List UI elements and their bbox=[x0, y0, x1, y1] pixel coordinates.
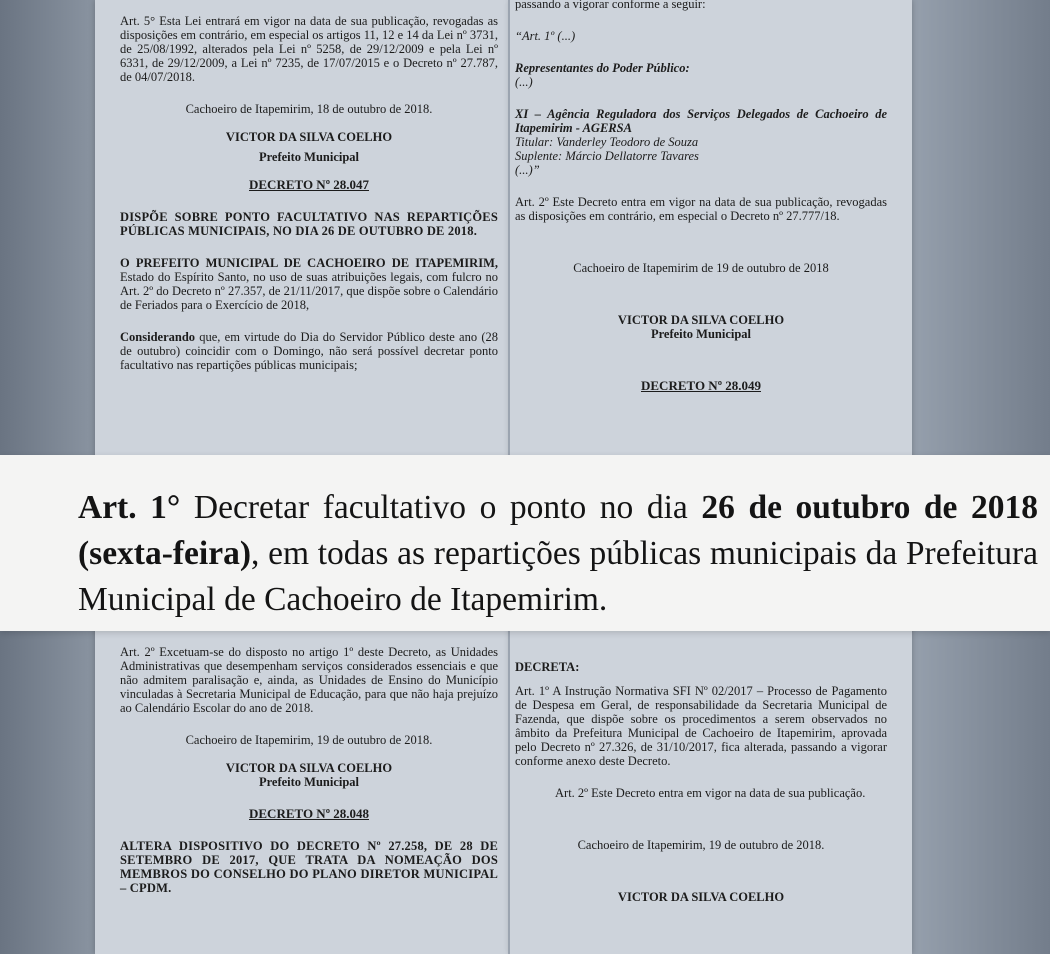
place-date: Cachoeiro de Itapemirim de 19 de outubro de 2018 bbox=[573, 261, 829, 275]
ellipsis-close: (...)” bbox=[515, 163, 540, 177]
text-a: Decretar facultativo o ponto no dia bbox=[180, 489, 702, 526]
signer-title: Prefeito Municipal bbox=[650, 327, 752, 341]
signer-name: VICTOR DA SILVA COELHO bbox=[617, 313, 785, 327]
preamble-rest: Estado do Espírito Santo, no uso de suas atribuições legais, com fulcro no Art. 2º do Decreto nº 27.357, de 21/11/2017, que dispõe sobre o Calendário de Feriados para o Exercício de 2018, bbox=[120, 270, 498, 312]
article-1: Art. 1º A Instrução Normativa SFI Nº 02/2017 – Processo de Pagamento de Despesa em Geral, de responsabilidade da Secretaria Municipal de Fazenda, que dispõe sobre os procedimentos a serem observados no âmbito da Prefeitura Municipal de Cachoeiro de Itapemirim, aprovada pelo Decreto nº 27.326, de 31/10/2017, fica alterada, passando a vigorar conforme anexo deste Decreto. bbox=[515, 684, 887, 768]
left-top-column bbox=[120, 14, 498, 372]
decree-title-28049: DECRETO Nº 28.049 bbox=[641, 378, 761, 393]
preamble-lead: O PREFEITO MUNICIPAL DE CACHOEIRO DE ITAPEMIRIM, bbox=[120, 256, 498, 270]
art1-reference: “Art. 1º (...) bbox=[515, 29, 576, 43]
article-2: Art. 2º Excetuam-se do disposto no artigo 1º deste Decreto, as Unidades Administrativas que desempenham serviços considerados essenciais e que não admitem paralisação e, ainda, as Unidades de Ensino do Município vinculadas à Secretaria Municipal de Educação, para que não haja prejuízo ao Calendário Escolar do ano de 2018. bbox=[120, 645, 498, 715]
decree-subject: ALTERA DISPOSITIVO DO DECRETO Nº 27.258, DE 28 DE SETEMBRO DE 2017, QUE TRATA DA NOMEAÇÃO DOS MEMBROS DO CONSELHO DO PLANO DIRETOR MUNICIPAL – CPDM. bbox=[120, 839, 498, 895]
art-label: Art. 1° bbox=[78, 489, 181, 526]
signer-name: VICTOR DA SILVA COELHO bbox=[225, 761, 393, 775]
place-date: Cachoeiro de Itapemirim, 19 de outubro de 2018. bbox=[577, 838, 825, 852]
signer-name: VICTOR DA SILVA COELHO bbox=[617, 890, 785, 904]
intro-line: passando a vigorar conforme a seguir: bbox=[515, 0, 706, 11]
date-bold: 26 de outubro de 2018 (sexta-feira) bbox=[78, 489, 1038, 572]
considering-rest: que, em virtude do Dia do Servidor Público deste ano (28 de outubro) coincidir com o Domingo, não será possível decretar ponto facultativo nas repartições públicas municipais; bbox=[120, 330, 498, 372]
place-date: Cachoeiro de Itapemirim, 19 de outubro de 2018. bbox=[185, 733, 433, 747]
considering-lead: Considerando bbox=[120, 330, 196, 344]
signer-title: Prefeito Municipal bbox=[258, 150, 360, 164]
article-5: Art. 5° Esta Lei entrará em vigor na data de sua publicação, revogadas as disposições em contrário, em especial os artigos 11, 12 e 14 da Lei nº 3731, de 25/08/1992, alterados pela Lei nº 5258, de 29/12/2009 e pela Lei nº 6331, de 29/12/2009, a Lei nº 7235, de 17/07/2015 e o Decreto nº 27.787, de 04/07/2018. bbox=[120, 14, 498, 84]
right-bottom-column bbox=[515, 660, 887, 904]
decree-subject: DISPÕE SOBRE PONTO FACULTATIVO NAS REPARTIÇÕES PÚBLICAS MUNICIPAIS, NO DIA 26 DE OUTUBRO DE 2018. bbox=[120, 210, 498, 238]
decree-title-28048: DECRETO Nº 28.048 bbox=[249, 806, 369, 821]
decreta-heading: DECRETA: bbox=[515, 660, 580, 674]
right-top-column bbox=[515, 0, 887, 393]
agency-name: XI – Agência Reguladora dos Serviços Delegados de Cachoeiro de Itapemirim - AGERSA bbox=[515, 107, 887, 135]
place-date: Cachoeiro de Itapemirim, 18 de outubro de 2018. bbox=[185, 102, 433, 116]
considering bbox=[120, 330, 498, 372]
holder: Titular: Vanderley Teodoro de Souza bbox=[515, 135, 699, 149]
alternate: Suplente: Márcio Dellatorre Tavares bbox=[515, 149, 699, 163]
ellipsis: (...) bbox=[515, 75, 533, 89]
highlighted-article-1 bbox=[78, 485, 1038, 623]
preamble bbox=[120, 256, 498, 312]
signer-title: Prefeito Municipal bbox=[258, 775, 360, 789]
article-2: Art. 2º Este Decreto entra em vigor na data de sua publicação, revogadas as disposições em contrário, em especial o Decreto nº 27.777/18. bbox=[515, 195, 887, 223]
decree-title-28047: DECRETO Nº 28.047 bbox=[249, 177, 369, 192]
signer-name: VICTOR DA SILVA COELHO bbox=[225, 130, 393, 144]
public-reps-heading: Representantes do Poder Público: bbox=[515, 61, 690, 75]
article-2: Art. 2º Este Decreto entra em vigor na data de sua publicação. bbox=[555, 786, 866, 800]
text-b: , em todas as repartições públicas municipais da Prefeitura Municipal de Cachoeiro de Itapemirim. bbox=[78, 535, 1038, 618]
left-bottom-column bbox=[120, 645, 498, 895]
